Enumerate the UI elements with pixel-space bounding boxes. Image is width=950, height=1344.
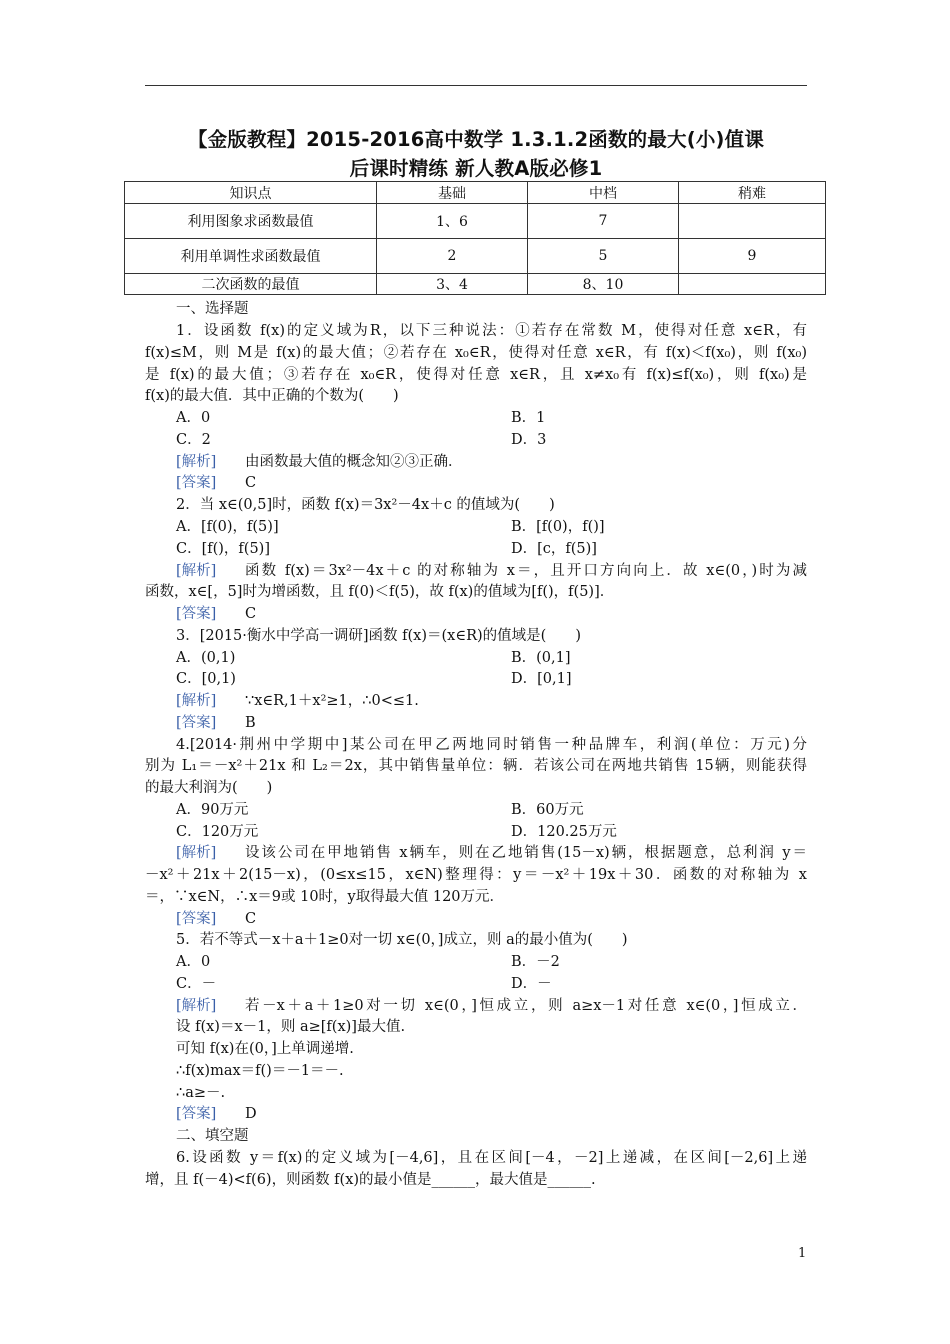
text-line: ∵x∈R,1＋x²≥1，∴0<≤1. (245, 693, 419, 709)
text-line: 函数 f(x)＝3x²－4x＋c 的对称轴为 x＝，且开口方向向上．故 x∈(0，)时为减 (245, 563, 807, 579)
text-line: 可知 f(x)在(0，]上单调递增. (176, 1041, 354, 1057)
option: A．[f(0)，f(5)] (176, 519, 279, 535)
text-line: 的最大利润为( ) (145, 780, 273, 796)
answer-value: C (245, 606, 257, 622)
text-line: f(x)的最大值．其中正确的个数为( ) (145, 388, 399, 404)
option: A．0 (176, 954, 211, 970)
title-line-1: 【金版教程】2015-2016高中数学 1.3.1.2函数的最大(小)值课 (187, 128, 765, 151)
table-row (125, 274, 826, 295)
option: D．[c，f(5)] (511, 541, 597, 557)
table-cell: 二次函数的最值 (125, 274, 377, 295)
answer-tag: [答案] (176, 911, 217, 927)
table-cell: 9 (679, 239, 826, 274)
option: C．[0,1) (176, 671, 236, 687)
title-line-2: 后课时精练 新人教A版必修1 (349, 157, 603, 180)
table-cell: 2 (377, 239, 528, 274)
option: B．[f(0)，f()] (511, 519, 605, 535)
answer-value: B (245, 715, 256, 731)
table-cell: 利用图象求函数最值 (125, 204, 377, 239)
option: B．(0,1] (511, 650, 571, 666)
table-cell: 8、10 (528, 274, 679, 295)
option: D．3 (511, 432, 547, 448)
table-cell (679, 204, 826, 239)
text-line: 6.设函数 y＝f(x)的定义域为[－4,6]，且在区间[－4，－2]上递减，在区间[－2,6]上递 (176, 1150, 807, 1166)
option: B．60万元 (511, 802, 584, 818)
option: C．120万元 (176, 824, 259, 840)
option: D．[0,1] (511, 671, 572, 687)
answer-tag: [答案] (176, 475, 217, 491)
header-rule (145, 85, 807, 86)
text-line: 4.[2014·荆州中学期中]某公司在甲乙两地同时销售一种品牌车，利润(单位：万元)分 (176, 737, 807, 753)
analysis-tag: [解析] (176, 998, 217, 1014)
table-cell: 5 (528, 239, 679, 274)
table-header: 基础 (377, 182, 528, 204)
option: A．(0,1) (176, 650, 236, 666)
answer-value: C (245, 911, 257, 927)
section-heading: 一、选择题 (176, 301, 249, 317)
table-cell: 利用单调性求函数最值 (125, 239, 377, 274)
table-cell: 1、6 (377, 204, 528, 239)
answer-tag: [答案] (176, 606, 217, 622)
text-line: 若－x＋a＋1≥0对一切 x∈(0，]恒成立，则 a≥x－1对任意 x∈(0，]恒成立． (245, 998, 807, 1014)
text-line: 5．若不等式－x＋a＋1≥0对一切 x∈(0，]成立，则 a的最小值为( ) (176, 932, 628, 948)
text-line: 1．设函数 f(x)的定义域为R，以下三种说法：①若存在常数 M，使得对任意 x∈R，有 (176, 323, 807, 339)
section-heading: 二、填空题 (176, 1128, 249, 1144)
text-line: 设 f(x)＝x－1，则 a≥[f(x)]最大值. (176, 1019, 406, 1035)
text-line: 别为 L₁＝－x²＋21x 和 L₂＝2x，其中销售量单位：辆．若该公司在两地共销售 15辆，则能获得 (145, 758, 807, 774)
text-line: －x²＋21x＋2(15－x)，(0≤x≤15，x∈N)整理得：y＝－x²＋19x＋30．函数的对称轴为 x (145, 867, 807, 883)
text-line: ∴f(x)max＝f()＝－1＝－. (176, 1063, 344, 1079)
option: D．120.25万元 (511, 824, 617, 840)
text-line: ＝，∵x∈N，∴x＝9或 10时，y取得最大值 120万元． (145, 889, 505, 905)
text-line: 设该公司在甲地销售 x辆车，则在乙地销售(15－x)辆，根据题意，总利润 y＝ (245, 845, 807, 861)
table-row (125, 204, 826, 239)
knowledge-table (124, 181, 826, 295)
answer-tag: [答案] (176, 1106, 217, 1122)
table-cell (679, 274, 826, 295)
text-line: f(x)≤M，则 M是 f(x)的最大值；②若存在 x₀∈R，使得对任意 x∈R，有 f(x)＜f(x₀)，则 f(x₀) (145, 345, 807, 361)
text-line: 增，且 f(－4)<f(6)，则函数 f(x)的最小值是______，最大值是______. (145, 1172, 596, 1188)
option: A．90万元 (176, 802, 249, 818)
analysis-tag: [解析] (176, 693, 217, 709)
analysis-tag: [解析] (176, 845, 217, 861)
table-header: 知识点 (125, 182, 377, 204)
text-line: 函数，x∈[，5]时为增函数，且 f(0)＜f(5)，故 f(x)的值域为[f()，f(5)]． (145, 584, 615, 600)
option: D．－ (511, 976, 552, 992)
option: B．1 (511, 410, 546, 426)
option: C．－ (176, 976, 217, 992)
page-number: 1 (798, 1246, 807, 1261)
table-row (125, 239, 826, 274)
text-line: 是 f(x)的最大值；③若存在 x₀∈R，使得对任意 x∈R，且 x≠x₀有 f(x)≤f(x₀)，则 f(x₀)是 (145, 367, 807, 383)
text-line: 2．当 x∈(0,5]时，函数 f(x)＝3x²－4x＋c 的值域为( ) (176, 497, 555, 513)
answer-value: C (245, 475, 257, 491)
answer-value: D (245, 1106, 257, 1122)
option: A．0 (176, 410, 211, 426)
analysis-tag: [解析] (176, 454, 217, 470)
table-header: 稍难 (679, 182, 826, 204)
option: B．－2 (511, 954, 560, 970)
text-line: 3．[2015·衡水中学高一调研]函数 f(x)＝(x∈R)的值域是( ) (176, 628, 581, 644)
table-cell: 3、4 (377, 274, 528, 295)
answer-tag: [答案] (176, 715, 217, 731)
table-cell: 7 (528, 204, 679, 239)
option: C．2 (176, 432, 211, 448)
text-line: 由函数最大值的概念知②③正确． (245, 454, 463, 470)
table-header: 中档 (528, 182, 679, 204)
text-line: ∴a≥－. (176, 1085, 226, 1101)
analysis-tag: [解析] (176, 563, 217, 579)
option: C．[f()，f(5)] (176, 541, 270, 557)
